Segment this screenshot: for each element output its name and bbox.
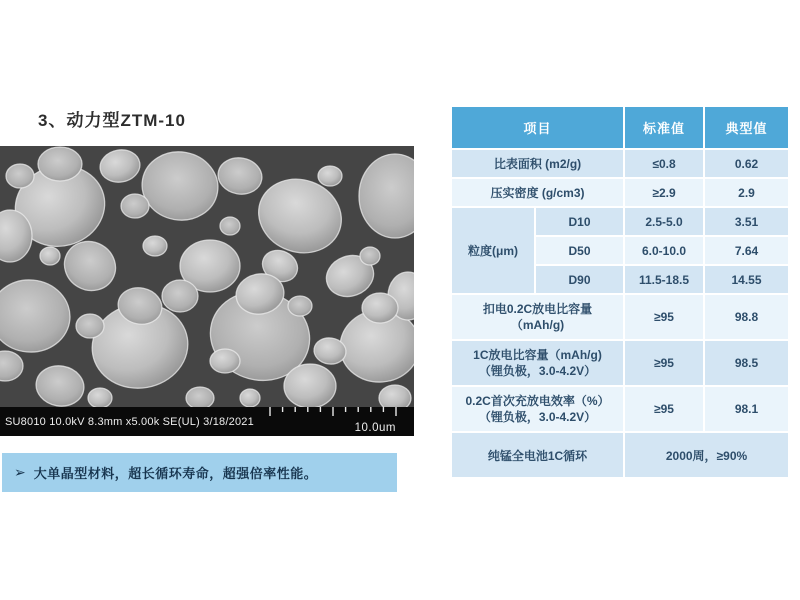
item-cell: 比表面积 (m2/g) bbox=[452, 150, 623, 177]
typ-cell: 2.9 bbox=[705, 179, 788, 206]
particle-size-group-cell: 粒度(μm) bbox=[452, 208, 534, 293]
sem-image bbox=[0, 146, 414, 407]
item-cell: 压实密度 (g/cm3) bbox=[452, 179, 623, 206]
page-title: 3、动力型ZTM-10 bbox=[38, 111, 186, 130]
typ-cell: 98.8 bbox=[705, 295, 788, 339]
std-cell: ≥95 bbox=[625, 341, 703, 385]
item-line2: （锂负极，3.0-4.2V） bbox=[478, 410, 597, 424]
table-row-tap-density bbox=[452, 179, 788, 206]
std-cell: ≥95 bbox=[625, 295, 703, 339]
std-cell: ≥95 bbox=[625, 387, 703, 431]
typ-cell: 7.64 bbox=[705, 237, 788, 264]
spec-table bbox=[450, 105, 790, 479]
sub-item-cell: D90 bbox=[536, 266, 623, 293]
sem-caption-text: SU8010 10.0kV 8.3mm x5.00k SE(UL) 3/18/2021 bbox=[5, 415, 254, 428]
sub-item-cell: D10 bbox=[536, 208, 623, 235]
item-line1: 0.2C首次充放电效率（%） bbox=[465, 393, 610, 408]
std-cell: 11.5-18.5 bbox=[625, 266, 703, 293]
header-typical-value: 典型值 bbox=[705, 107, 788, 148]
std-cell: 2.5-5.0 bbox=[625, 208, 703, 235]
std-cell: ≤0.8 bbox=[625, 150, 703, 177]
item-line2: （mAh/g) bbox=[510, 318, 565, 332]
item-cell bbox=[452, 295, 623, 339]
table-row-d10 bbox=[452, 208, 788, 235]
typ-cell: 98.1 bbox=[705, 387, 788, 431]
sem-scale-ruler-icon bbox=[268, 407, 398, 418]
item-line2: （锂负极，3.0-4.2V） bbox=[478, 364, 597, 378]
item-cell: 纯锰全电池1C循环 bbox=[452, 433, 623, 477]
arrow-bullet-icon: ➢ bbox=[14, 464, 26, 480]
sem-figure bbox=[0, 146, 414, 436]
typ-cell: 3.51 bbox=[705, 208, 788, 235]
feature-banner bbox=[2, 453, 397, 492]
item-line1: 1C放电比容量（mAh/g) bbox=[473, 347, 602, 362]
header-item: 项目 bbox=[452, 107, 623, 148]
table-row-surface-area bbox=[452, 150, 788, 177]
std-cell: 6.0-10.0 bbox=[625, 237, 703, 264]
value-cell: 2000周，≥90% bbox=[625, 433, 788, 477]
typ-cell: 98.5 bbox=[705, 341, 788, 385]
typ-cell: 14.55 bbox=[705, 266, 788, 293]
typ-cell: 0.62 bbox=[705, 150, 788, 177]
table-row-first-efficiency bbox=[452, 387, 788, 431]
item-cell bbox=[452, 387, 623, 431]
sem-caption-bar bbox=[0, 407, 414, 436]
sem-scale-label: 10.0um bbox=[354, 422, 396, 434]
banner-text: 大单晶型材料，超长循环寿命，超强倍率性能。 bbox=[33, 466, 318, 481]
std-cell: ≥2.9 bbox=[625, 179, 703, 206]
header-standard-value: 标准值 bbox=[625, 107, 703, 148]
table-row-cycle-life bbox=[452, 433, 788, 477]
item-cell bbox=[452, 341, 623, 385]
table-row-1c-capacity bbox=[452, 341, 788, 385]
sub-item-cell: D50 bbox=[536, 237, 623, 264]
table-row-coin-capacity bbox=[452, 295, 788, 339]
table-header-row bbox=[452, 107, 788, 148]
item-line1: 扣电0.2C放电比容量 bbox=[482, 301, 593, 316]
